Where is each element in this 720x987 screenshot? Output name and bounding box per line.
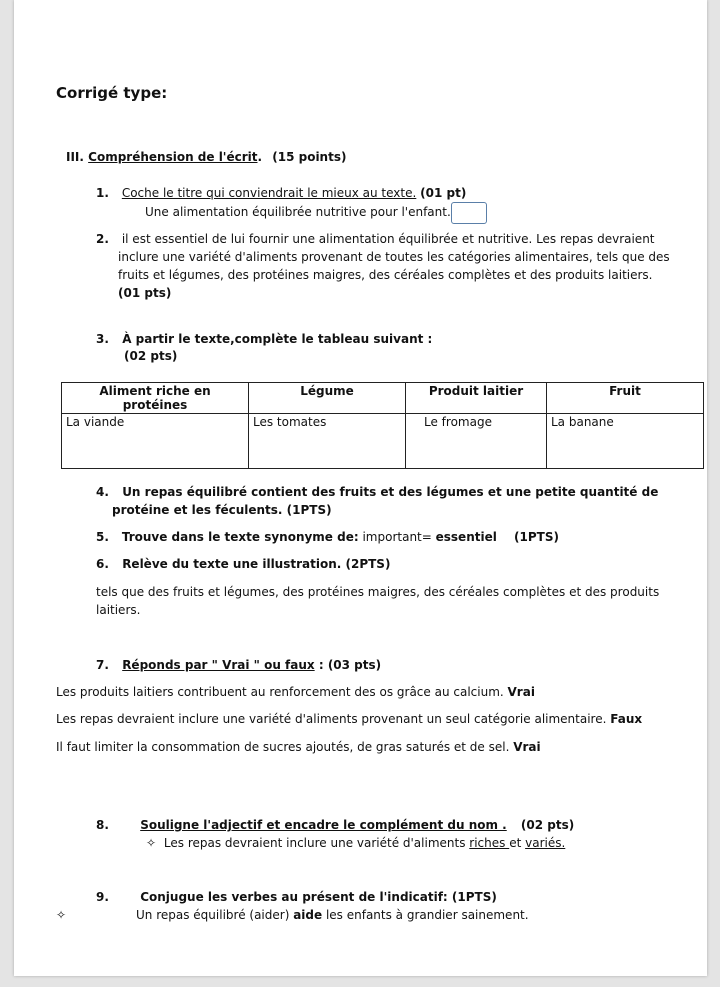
section-heading [66,150,346,164]
question-2 [96,232,655,246]
question-number: 9. [96,890,109,904]
question-2-line-1: il est essentiel de lui fournir une alimentation équilibrée et nutritive. Les repas devraient [121,232,655,246]
statement-text: Les produits laitiers contribuent au renforcement des os grâce au calcium. [56,685,508,699]
table-cell-vegetable: Les tomates [249,414,406,469]
true-false-item [56,712,642,726]
table-header-fruit: Fruit [547,383,704,414]
question-8 [96,818,574,832]
section-title: Compréhension de l'écrit [88,150,258,164]
page-title: Corrigé type: [56,84,168,102]
conjugated-verb: aide [293,908,323,922]
question-5-instruction: Trouve dans le texte synonyme de: [121,530,359,544]
question-number: 5. [96,530,109,544]
question-1-answer: Une alimentation équilibrée nutritive pour l'enfant. [145,205,451,219]
question-9-instruction: Conjugue les verbes au présent de l'indicatif: (1PTS) [140,890,497,904]
question-number: 1. [96,186,109,200]
section-title-period: . [257,150,263,164]
question-2-line-3: fruits et légumes, des protéines maigres, des céréales complètes et des produits laitiers. [118,268,653,282]
question-5 [96,530,497,544]
sentence-connector: et [509,836,526,850]
answer-sheet-page [14,0,707,976]
true-false-item [56,685,535,699]
question-number: 8. [96,818,109,832]
question-number: 4. [96,485,109,499]
table-header-vegetable: Légume [249,383,406,414]
statement-answer: Vrai [507,685,535,699]
sentence-text: Un repas équilibré (aider) [136,908,294,922]
question-5-points: (1PTS) [514,530,559,544]
question-9 [96,890,497,904]
question-4-line-2: protéine et les féculents. (1PTS) [112,503,332,517]
sentence-end: les enfants à grandier sainement. [322,908,529,922]
table-header-dairy: Produit laitier [406,383,547,414]
question-4 [96,485,658,499]
underlined-adjective: riches [469,836,510,850]
question-3 [96,332,432,346]
section-number: III. [66,150,84,164]
question-1 [96,186,466,200]
statement-answer: Faux [610,712,643,726]
table-header-protein: Aliment riche en protéines [62,383,249,414]
question-8-points: (02 pts) [520,818,575,832]
question-5-prompt: important= [358,530,436,544]
question-3-points: (02 pts) [124,349,178,363]
table-header-row [62,383,704,414]
bullet-icon: ✧ [56,908,67,922]
table-cell-protein: La viande [62,414,249,469]
question-7-instruction: Réponds par " Vrai " ou faux [122,658,315,672]
question-number: 7. [96,658,109,672]
table-row [62,414,704,469]
question-2-points: (01 pts) [118,286,172,300]
bullet-icon: ✧ [146,836,157,850]
true-false-item [56,740,541,754]
table-cell-fruit: La banane [547,414,704,469]
question-5-answer: essentiel [435,530,497,544]
question-7 [96,658,381,672]
question-9-sentence [136,908,529,922]
question-number: 2. [96,232,109,246]
statement-text: Les repas devraient inclure une variété d'aliments provenant un seul catégorie alimentaire. [56,712,611,726]
question-number: 6. [96,557,109,571]
answer-checkbox[interactable] [451,202,487,224]
question-2-line-2: inclure une variété d'aliments provenant de toutes les catégories alimentaires, tels que des [118,250,670,264]
question-4-line-1: Un repas équilibré contient des fruits et des légumes et une petite quantité de [122,485,659,499]
question-6-answer-line-1: tels que des fruits et légumes, des protéines maigres, des céréales complètes et des produits [96,585,660,599]
question-6 [96,557,390,571]
question-8-sentence [146,836,565,850]
table-cell-dairy: Le fromage [406,414,547,469]
answer-table [61,382,704,469]
statement-text: Il faut limiter la consommation de sucres ajoutés, de gras saturés et de sel. [56,740,514,754]
section-points: (15 points) [272,150,347,164]
question-number: 3. [96,332,109,346]
question-6-answer-line-2: laitiers. [96,603,141,617]
question-6-instruction: Relève du texte une illustration. (2PTS) [122,557,391,571]
question-8-instruction: Souligne l'adjectif et encadre le complément du nom . [140,818,507,832]
underlined-adjective-2: variés. [525,836,566,850]
statement-answer: Vrai [513,740,541,754]
question-1-points: (01 pt) [420,186,467,200]
sentence-text: Les repas devraient inclure une variété d'aliments [163,836,470,850]
question-3-instruction: À partir le texte,complète le tableau suivant : [122,332,433,346]
question-1-instruction: Coche le titre qui conviendrait le mieux au texte. [121,186,417,200]
question-7-points: : (03 pts) [318,658,382,672]
